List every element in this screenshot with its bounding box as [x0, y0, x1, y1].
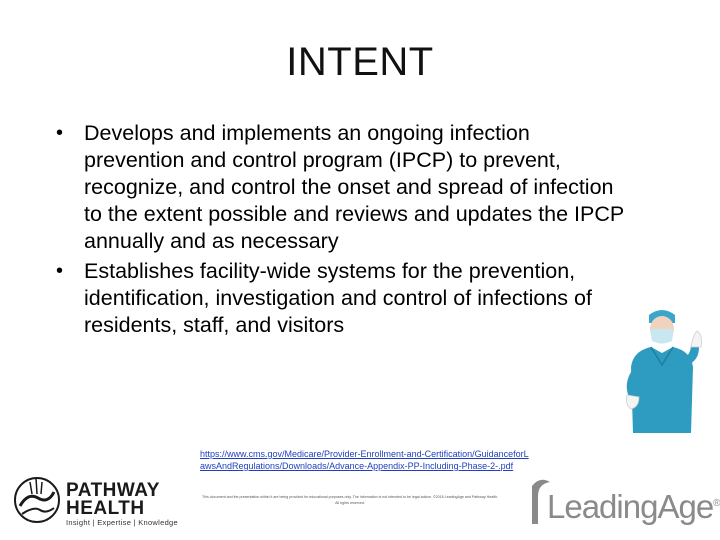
- bullet-item: [52, 120, 627, 255]
- bullet-item: [52, 258, 627, 339]
- reference-link[interactable]: https://www.cms.gov/Medicare/Provider-Enrollment-and-Certification/GuidanceforLawsAndRegulations/Downloads/Advance-Appendix-PP-Including-Phase-2-.pdf: [200, 449, 529, 471]
- pathway-tagline: Insight | Expertise | Knowledge: [66, 518, 179, 527]
- pathway-name-line2: HEALTH: [66, 498, 145, 519]
- pathway-name-line1: PATHWAY: [66, 480, 160, 501]
- leadingage-name: LeadingAge: [547, 488, 714, 525]
- registered-mark: ®: [713, 498, 720, 509]
- bullet-marker: •: [56, 122, 64, 144]
- bullet-marker: •: [56, 260, 64, 282]
- pathway-name: [66, 482, 160, 518]
- bullet-text: Develops and implements an ongoing infection prevention and control program (IPCP) to prevent, recognize, and control the onset and spread of infection to the extent possible and reviews and updates the IPCP annually and as necessary: [84, 121, 624, 253]
- leadingage-wordmark: [547, 488, 720, 526]
- slide-title: INTENT: [286, 40, 434, 84]
- fine-print: This document and the presentation within it are being provided for educational purposes only. The information is not intended to be legal advice. ©2018 LeadingAge and Pathway Health. All rights reserved.: [202, 495, 498, 505]
- bullet-text: Establishes facility-wide systems for the prevention, identification, investigation and control of infections of residents, staff, and visitors: [84, 259, 592, 337]
- surgical-mask: [650, 329, 674, 344]
- bullet-list: [52, 120, 627, 342]
- nurse-illustration: [615, 305, 705, 433]
- glove-right: [691, 331, 702, 347]
